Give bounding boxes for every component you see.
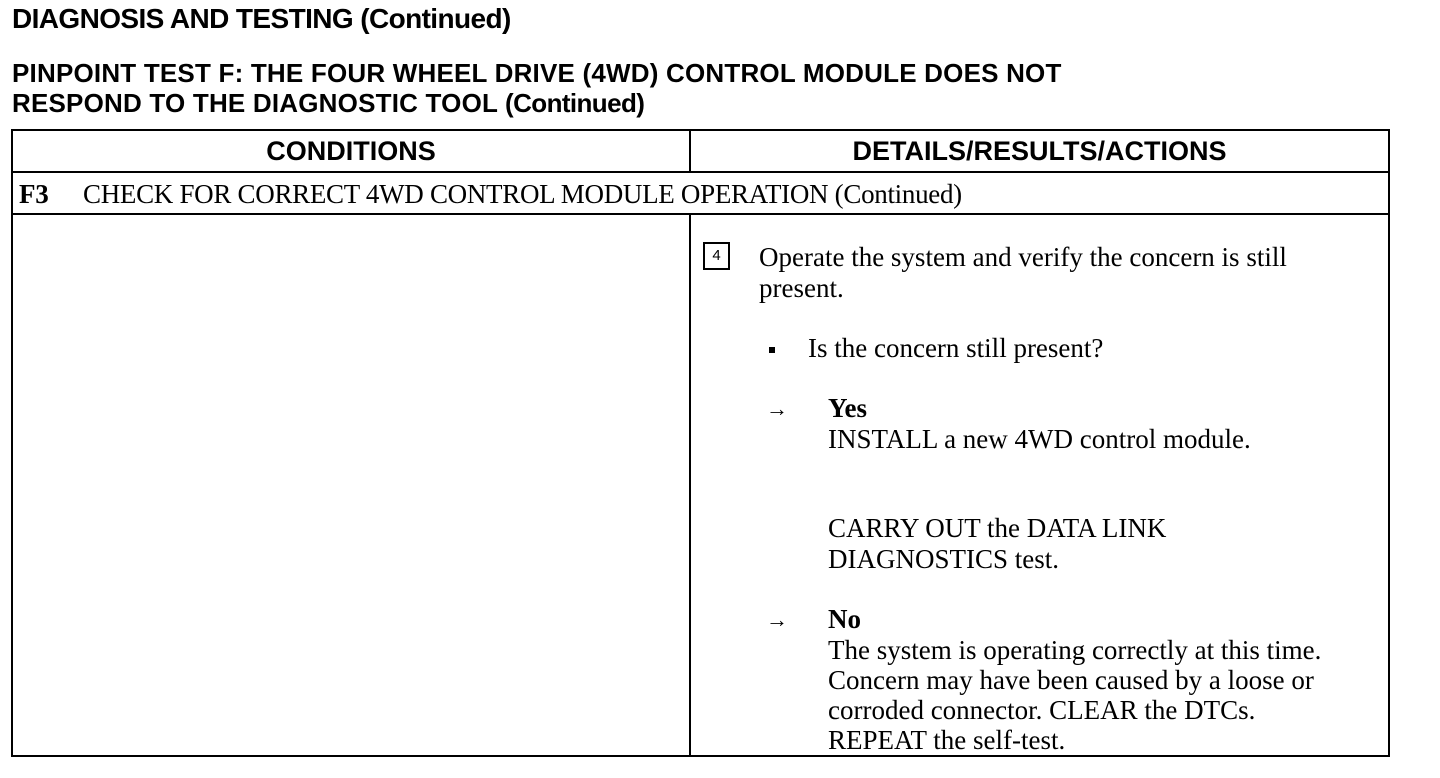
no-arrow-icon: → (766, 607, 788, 632)
section-title: DIAGNOSIS AND TESTING (Continued) (12, 3, 511, 34)
test-title-continued: (Continued) (505, 88, 645, 118)
yes-arrow-icon: → (766, 396, 788, 421)
header-column-divider (689, 131, 691, 171)
no-label: No (828, 604, 861, 634)
step-number-box: 4 (703, 242, 730, 270)
column-header-details: DETAILS/RESULTS/ACTIONS (852, 136, 1227, 166)
details-cell (691, 215, 1388, 755)
no-action-line-1: The system is operating correctly at this time. (828, 635, 1322, 665)
step-title: CHECK FOR CORRECT 4WD CONTROL MODULE OPERATION (Continued) (83, 179, 962, 209)
step-row (19, 176, 962, 212)
header-divider (13, 171, 1388, 173)
yes-action-2-line-2: DIAGNOSTICS test. (828, 544, 1060, 574)
yes-label: Yes (828, 393, 867, 423)
bullet-icon (769, 347, 775, 353)
instruction-line-1: Operate the system and verify the concern is still (759, 242, 1287, 272)
column-header-conditions: CONDITIONS (266, 136, 436, 166)
instruction-line-2: present. (759, 273, 844, 303)
bullet-question: Is the concern still present? (808, 333, 1104, 363)
no-action-line-4: REPEAT the self-test. (828, 725, 1066, 755)
test-title-line-2 (12, 88, 1062, 118)
step-id: F3 (19, 179, 49, 209)
yes-action-2-line-1: CARRY OUT the DATA LINK (828, 513, 1167, 543)
yes-action-1: INSTALL a new 4WD control module. (828, 424, 1251, 454)
test-title-line-1: PINPOINT TEST F: THE FOUR WHEEL DRIVE (4WD) CONTROL MODULE DOES NOT (12, 58, 1062, 88)
test-title-line-2-text: RESPOND TO THE DIAGNOSTIC TOOL (12, 88, 498, 118)
pinpoint-test-title (12, 58, 1062, 118)
no-action-line-2: Concern may have been caused by a loose or (828, 665, 1314, 695)
pinpoint-test-table (11, 129, 1390, 757)
no-action-line-3: corroded connector. CLEAR the DTCs. (828, 695, 1256, 725)
